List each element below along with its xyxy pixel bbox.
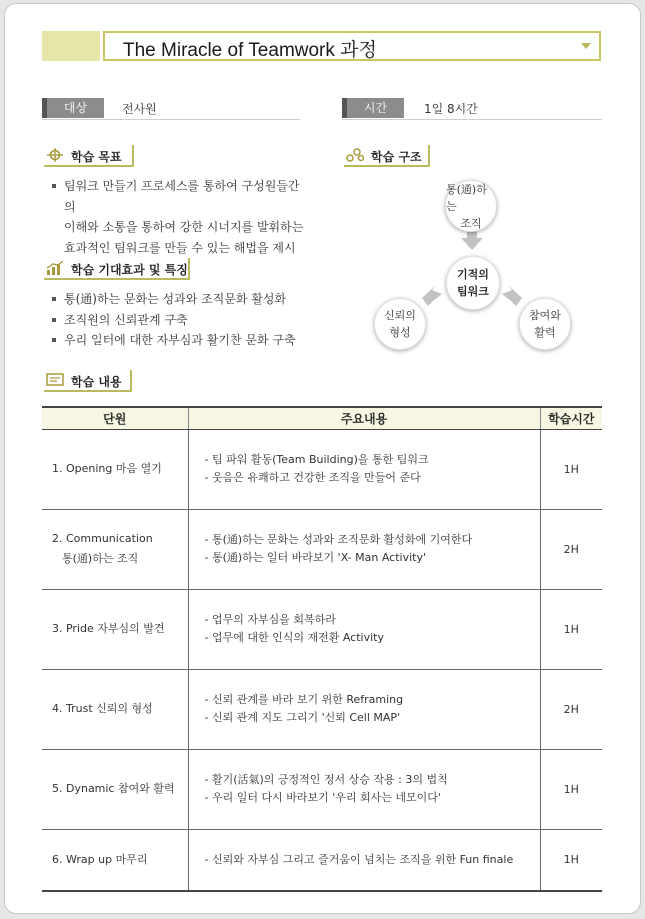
title-bar[interactable] (103, 31, 601, 61)
row-body: - 팀 파워 활동(Team Building)을 통한 팀워크 - 웃음은 유쾌하고 건강한 조직을 만들어 준다 (188, 429, 540, 509)
section-content (44, 370, 132, 392)
info-target (42, 98, 300, 120)
objectives-list (50, 176, 310, 258)
row-time: 2H (540, 669, 602, 749)
target-label: 대상 (42, 98, 104, 118)
structure-center: 기적의 팀워크 (446, 256, 500, 310)
row-time: 1H (540, 589, 602, 669)
link-icon (346, 148, 364, 162)
section-structure (344, 145, 430, 167)
row-body: - 업무의 자부심을 회복하라 - 업무에 대한 인식의 재전환 Activity (188, 589, 540, 669)
effects-list (50, 289, 310, 351)
page-title: The Miracle of Teamwork 과정 (123, 40, 377, 61)
row-unit: 6. Wrap up 마무리 (42, 829, 188, 891)
table-row (42, 429, 602, 509)
row-time: 2H (540, 509, 602, 589)
list-item: 팀워크 만들기 프로세스를 통하여 구성원들간의 이해와 소통을 통하여 강한 시너지를 발휘하는 효과적인 팀워크를 만들 수 있는 해법을 제시 (50, 176, 310, 258)
bar-chart-icon (46, 261, 64, 275)
time-label: 시간 (342, 98, 404, 118)
row-time: 1H (540, 429, 602, 509)
structure-top: 통(通)하는 조직 (445, 180, 497, 232)
section-objectives (44, 145, 134, 167)
col-body: 주요내용 (188, 407, 540, 429)
arrow-right-icon (422, 285, 442, 306)
table-row (42, 829, 602, 891)
row-unit: 2. Communication 통(通)하는 조직 (42, 509, 188, 589)
row-body: - 활기(活氣)의 긍정적인 정서 상승 작용 : 3의 법칙 - 우리 일터 다시 바라보기 '우리 회사는 네모이다' (188, 749, 540, 829)
structure-left: 신뢰의 형성 (374, 298, 426, 350)
chevron-down-icon[interactable] (581, 43, 591, 49)
row-body: - 신뢰와 자부심 그리고 즐거움이 넘치는 조직을 위한 Fun finale (188, 829, 540, 891)
objectives-heading: 학습 목표 (71, 150, 122, 164)
row-unit: 4. Trust 신뢰의 형성 (42, 669, 188, 749)
table-row (42, 589, 602, 669)
table-row (42, 749, 602, 829)
row-time: 1H (540, 749, 602, 829)
effects-heading: 학습 기대효과 및 특징 (71, 263, 188, 277)
structure-right: 참여와 활력 (519, 298, 571, 350)
content-heading: 학습 내용 (71, 375, 122, 389)
row-body: - 신뢰 관계를 바라 보기 위한 Reframing - 신뢰 관계 지도 그리기 '신뢰 Cell MAP' (188, 669, 540, 749)
curriculum-table (42, 406, 602, 892)
table-row (42, 509, 602, 589)
target-value: 전사원 (122, 102, 157, 116)
info-time (342, 98, 602, 120)
target-icon (46, 148, 64, 162)
col-unit: 단원 (42, 407, 188, 429)
row-unit: 3. Pride 자부심의 발견 (42, 589, 188, 669)
document-icon (46, 373, 64, 387)
row-time: 1H (540, 829, 602, 891)
list-item: 통(通)하는 문화는 성과와 조직문화 활성화 (50, 289, 310, 310)
arrow-left-icon (502, 285, 522, 306)
table-row (42, 669, 602, 749)
title-accent-block (42, 31, 100, 61)
row-unit: 1. Opening 마음 열기 (42, 429, 188, 509)
structure-heading: 학습 구조 (371, 150, 422, 164)
list-item: 조직원의 신뢰관계 구축 (50, 310, 310, 331)
list-item: 우리 일터에 대한 자부심과 활기찬 문화 구축 (50, 330, 310, 351)
row-unit: 5. Dynamic 참여와 활력 (42, 749, 188, 829)
time-value: 1일 8시간 (424, 102, 478, 116)
col-time: 학습시간 (540, 407, 602, 429)
section-effects (44, 258, 190, 280)
row-body: - 통(通)하는 문화는 성과와 조직문화 활성화에 기여한다 - 통(通)하는 일터 바라보기 'X- Man Activity' (188, 509, 540, 589)
